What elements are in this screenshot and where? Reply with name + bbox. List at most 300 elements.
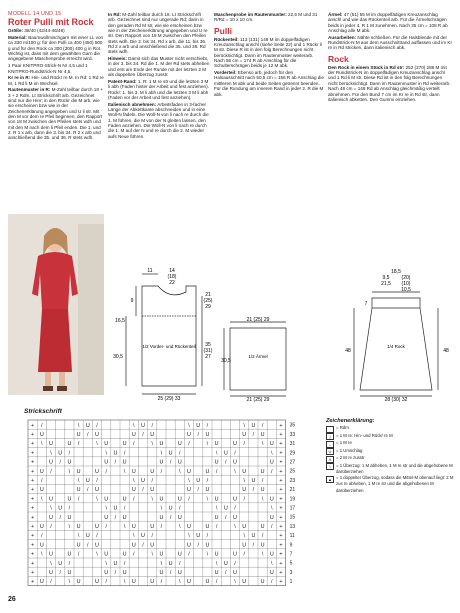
chart-stitch: U xyxy=(269,459,274,466)
chart-stitch: \ xyxy=(77,478,80,484)
chart-stitch: + xyxy=(279,579,283,586)
legend-item: U = 1 Umschlag xyxy=(326,448,456,456)
chart-stitch: U xyxy=(177,570,182,576)
chart-stitch: + xyxy=(31,533,35,540)
chart-stitch: / xyxy=(252,432,255,438)
page-number: 26 xyxy=(8,596,16,603)
chart-stitch: \ xyxy=(261,496,264,503)
column-intro xyxy=(8,12,104,142)
chart-stitch: + xyxy=(31,487,35,494)
chart-stitch: U xyxy=(205,468,210,475)
chart-stitch: U xyxy=(67,441,72,448)
legend-title: Zeichenerklärung: xyxy=(326,418,375,424)
chart-stitch: U xyxy=(76,579,81,586)
chart-stitch: / xyxy=(197,432,199,438)
kr-paragraph: Kr re in R: Hin- und Rückr re M. In Rd: 1 Rd re M, 1 Rd li M im Wechsel. xyxy=(8,75,104,86)
dim-neck: 14 xyxy=(169,268,175,274)
chart-stitch: U xyxy=(242,468,247,475)
chart-stitch: / xyxy=(96,533,98,540)
chart-stitch: / xyxy=(105,579,107,586)
chart-row-number: 9 xyxy=(289,542,293,549)
chart-stitch: U xyxy=(95,579,99,586)
chart-stitch: U xyxy=(159,570,164,576)
chart-stitch: U xyxy=(85,422,90,429)
chart-stitch: / xyxy=(59,459,61,466)
chart-stitch: / xyxy=(206,533,209,540)
chart-stitch: \ xyxy=(151,551,153,558)
chart-stitch: U xyxy=(122,441,127,448)
material-paragraph: Material: Baumwollmischgarn mit einer LL von ca 330 m/100 g: für den Pulli ca 400 (450) 500 g und für den Rock ca 300 (300) 400 g in Rot. Wichtig ist, dass mit dem gewählten Garn die angegebene Maschenprobe erreicht wird. xyxy=(8,35,104,62)
chart-stitch: U xyxy=(131,432,136,438)
chart-stitch: / xyxy=(169,459,172,466)
chart-stitch: + xyxy=(31,542,35,549)
chart-stitch: \ xyxy=(50,450,52,457)
chart-stitch: / xyxy=(77,551,80,558)
chart-stitch: U xyxy=(76,432,81,438)
chart-stitch: U xyxy=(104,551,109,558)
rock-heading: Rock xyxy=(328,53,349,64)
chart-stitch: U xyxy=(150,432,155,438)
chart-stitch: + xyxy=(279,450,283,457)
chart-stitch: U xyxy=(76,487,81,494)
finishing-paragraph: Ausarbeiten: Nähte schließen. Für die Halsblende mit der Rundstrick-N M aus dem Ausschnittrand auffassen und im Kr re in Rd stricken, dann italienisch abk. xyxy=(328,34,453,51)
model-photo xyxy=(8,214,104,395)
chart-stitch: \ xyxy=(243,478,245,484)
chart-stitch: U xyxy=(242,542,247,549)
legend-item: | = 1 M re: Hin- und Rückr re M xyxy=(326,433,456,441)
legend-symbol: | xyxy=(326,433,334,440)
chart-stitch: + xyxy=(279,422,283,429)
chart-stitch: / xyxy=(114,570,117,576)
legend-item: – = 1 M re xyxy=(326,440,456,448)
chart-stitch: \ xyxy=(77,422,80,429)
chart-stitch: + xyxy=(31,450,35,457)
chart-stitch: U xyxy=(58,505,63,512)
legend-item: Λ = 2 M re zusstr xyxy=(326,455,456,463)
chart-stitch: / xyxy=(105,468,107,475)
chart-stitch: / xyxy=(50,579,52,586)
chart-stitch: U xyxy=(39,468,44,475)
chart-stitch: U xyxy=(214,441,219,448)
chart-stitch: / xyxy=(234,450,236,457)
chart-stitch: U xyxy=(131,468,136,475)
chart-stitch: + xyxy=(279,570,283,576)
dim-side-4: 27 xyxy=(205,354,211,360)
chart-stitch: U xyxy=(49,551,53,558)
chart-stitch: U xyxy=(141,533,145,540)
chart-stitch: U xyxy=(260,487,265,494)
chart-stitch: / xyxy=(225,459,227,466)
chart-stitch: / xyxy=(133,551,135,558)
chart-stitch: \ xyxy=(188,478,190,484)
chart-stitch: \ xyxy=(96,551,98,558)
chart-stitch: U xyxy=(214,551,219,558)
chart-stitch: \ xyxy=(179,524,181,530)
chart-stitch: U xyxy=(150,579,155,586)
chart-stitch: U xyxy=(49,459,53,466)
chart-stitch: + xyxy=(279,514,283,521)
legend-symbol: Λ xyxy=(326,456,334,463)
chart-stitch: U xyxy=(122,570,127,576)
column-instructions xyxy=(108,12,210,140)
sleeve-paragraph: Ärmel: 47 (51) 55 M im doppelfädigen Kreuzanschlag anschl und wie das Rückenteil arb. Für die Ärmelschrägen beids in jeder 4. R 1 M zunehmen. Nach 35 cm = 108 R ab Anschlag alle M abk. xyxy=(328,12,448,34)
chart-stitch: U xyxy=(58,560,63,567)
chart-stitch: U xyxy=(131,579,136,586)
chart-stitch: / xyxy=(271,468,273,475)
chart-stitch: + xyxy=(31,551,35,558)
chart-stitch: / xyxy=(160,579,163,586)
chart-stitch: U xyxy=(159,514,164,521)
chart-stitch: \ xyxy=(243,422,245,429)
dim-waist-2: 9,5 xyxy=(382,275,390,281)
chart-stitch: / xyxy=(41,533,43,540)
dim-waist-3: (20) xyxy=(401,275,411,281)
chart-stitch: U xyxy=(177,459,182,466)
chart-stitch: + xyxy=(31,505,35,512)
chart-row-number: 11 xyxy=(289,533,295,540)
dim-left-2: 16,5 xyxy=(115,318,125,324)
chart-row-number: 33 xyxy=(289,431,296,438)
chart-stitch: / xyxy=(234,505,236,512)
chart-stitch: U xyxy=(113,450,118,457)
chart-stitch: + xyxy=(279,533,283,540)
schematic-skirt xyxy=(328,268,456,402)
chart-stitch: / xyxy=(215,468,218,475)
bindoff-paragraph: Italienisch abnehmen: Arbeitsfaden in 3-facher Länge der Abkettkante abschneiden und in eine Woll-N fädeln. Die Woll-N von li nach re durch die 1. M führen, die M von der N gleiten lassen, den Faden anziehen. Die Woll-N von li nach re durch die 1. M auf der N und re durch die 2. M wieder aufs Neue führen. xyxy=(108,101,209,139)
chart-stitch: / xyxy=(188,441,190,448)
chart-stitch: U xyxy=(67,496,72,503)
chart-row-number: 31 xyxy=(289,441,296,448)
chart-stitch: U xyxy=(95,487,99,494)
chart-stitch: + xyxy=(31,478,35,484)
chart-stitch: / xyxy=(77,441,80,448)
chart-row-number: 19 xyxy=(289,496,296,503)
dim-left-1: 9 xyxy=(130,298,134,304)
needles-paragraph: 1 Paar KNITPRO-Strick-N Nr 4,5 und 1 KNITPRO-Rundstrick-N Nr 4,5. xyxy=(8,63,88,74)
chart-stitch: \ xyxy=(96,441,98,448)
chart-stitch: + xyxy=(279,551,283,558)
chart-stitch: + xyxy=(279,468,283,475)
chart-stitch: U xyxy=(95,432,99,438)
chart-stitch: / xyxy=(123,450,126,457)
dim-shoulder: 11 xyxy=(147,268,153,274)
dim-waist-5: (10) xyxy=(401,281,411,287)
chart-stitch: U xyxy=(104,570,109,576)
rock-paragraph: Den Rock in einem Stück in Rd str: 252 (270) 288 M mit der Rundstrick-N im doppelfädigen Kreuzanschlag anschl und 1 Rd li M str. Diese Rd ist in den folg Berechnungen nicht berücksichtigt. Dann im Rautenmuster in Rd weiterarb. Nach 48 cm = 148 Rd ab Anschlag gleichmäßig verteilt abnehmen. Für den Bund 7 cm im Kr re in Rd str, dann italienisch abketten. Den Gummi einziehen. xyxy=(328,64,451,102)
chart-stitch: U xyxy=(67,551,72,558)
dim-sleeve-height: 30,5 xyxy=(221,358,231,364)
chart-stitch: / xyxy=(179,505,181,512)
chart-stitch: \ xyxy=(133,422,135,429)
chart-stitch: U xyxy=(233,441,237,448)
chart-stitch: U xyxy=(168,450,173,457)
chart-stitch: + xyxy=(31,432,35,438)
schematic-sleeve xyxy=(220,316,298,402)
chart-stitch: \ xyxy=(160,505,163,512)
dim-neck-3: 22 xyxy=(169,280,175,286)
chart-stitch: U xyxy=(251,533,256,540)
chart-stitch: \ xyxy=(206,496,209,503)
chart-stitch: / xyxy=(160,468,163,475)
chart-stitch: U xyxy=(67,459,72,466)
chart-stitch: U xyxy=(159,441,164,448)
chart-stitch: \ xyxy=(68,579,71,586)
chart-stitch: U xyxy=(223,560,228,567)
chart-stitch: / xyxy=(77,496,80,503)
legend xyxy=(326,418,456,494)
chart-stitch: \ xyxy=(271,505,273,512)
chart-stitch: U xyxy=(233,459,237,466)
chart-stitch: U xyxy=(187,524,191,530)
chart-stitch: / xyxy=(169,514,172,521)
piece-label-sleeve: 1/2 Ärmel xyxy=(248,354,268,359)
chart-stitch: U xyxy=(177,441,182,448)
chart-stitch: U xyxy=(205,487,210,494)
chart-stitch: U xyxy=(269,570,274,576)
chart-stitch: + xyxy=(31,459,35,466)
chart-stitch: + xyxy=(279,560,283,567)
chart-stitch: U xyxy=(187,579,191,586)
dim-skirt-left: 48 xyxy=(345,348,351,354)
chart-stitch: U xyxy=(131,542,136,549)
chart-stitch: U xyxy=(122,514,127,521)
chart-stitch: U xyxy=(67,514,72,521)
chart-stitch: U xyxy=(260,579,265,586)
chart-stitch: U xyxy=(187,432,191,438)
chart-stitch: / xyxy=(68,560,71,567)
chart-stitch: U xyxy=(187,542,191,549)
dim-sleeve-top: 21 (25) 29 xyxy=(246,317,270,323)
chart-row-number: 3 xyxy=(289,569,293,576)
chart-stitch: / xyxy=(225,570,227,576)
chart-stitch: U xyxy=(242,487,247,494)
chart-stitch: U xyxy=(159,551,164,558)
chart-stitch: U xyxy=(122,459,127,466)
chart-stitch: / xyxy=(179,560,181,567)
piece-label-skirt: 1/4 Rock xyxy=(387,344,405,349)
chart-stitch: / xyxy=(50,468,52,475)
chart-stitch: U xyxy=(113,505,118,512)
chart-stitch: / xyxy=(114,514,117,521)
chart-stitch: \ xyxy=(271,450,273,457)
chart-stitch: \ xyxy=(215,450,218,457)
chart-stitch: U xyxy=(260,542,265,549)
chart-stitch: / xyxy=(188,496,190,503)
chart-stitch: / xyxy=(261,478,264,484)
chart-stitch: / xyxy=(151,533,153,540)
chart-stitch: / xyxy=(142,432,144,438)
chart-stitch: U xyxy=(67,570,72,576)
chart-stitch: / xyxy=(96,422,98,429)
chart-stitch: U xyxy=(214,459,219,466)
pulli-heading: Pulli xyxy=(214,25,232,36)
chart-stitch: / xyxy=(271,524,273,530)
chart-stitch: U xyxy=(122,551,127,558)
chart-stitch: / xyxy=(243,551,245,558)
chart-stitch: / xyxy=(87,432,89,438)
chart-stitch: \ xyxy=(215,505,218,512)
chart-stitch: U xyxy=(131,487,136,494)
size-paragraph: Größe: 38/40 (42/44-46/48) xyxy=(8,28,65,34)
chart-title: Strickschrift xyxy=(24,408,62,415)
chart-stitch: U xyxy=(58,450,63,457)
chart-stitch: \ xyxy=(133,478,135,484)
chart-stitch: U xyxy=(113,560,118,567)
chart-stitch: + xyxy=(31,524,35,530)
legend-symbol: ▲ xyxy=(326,476,334,483)
chart-stitch: \ xyxy=(50,505,52,512)
chart-stitch: U xyxy=(150,487,155,494)
chart-stitch: U xyxy=(104,496,109,503)
chart-stitch: U xyxy=(141,478,145,484)
chart-stitch: U xyxy=(39,487,44,494)
legend-symbol xyxy=(326,426,334,433)
chart-row-number: 13 xyxy=(289,523,296,530)
chart-stitch: U xyxy=(214,570,219,576)
chart-stitch: \ xyxy=(68,468,71,475)
chart-stitch: + xyxy=(279,459,283,466)
chart-stitch: U xyxy=(104,514,109,521)
dim-waist-4: 21,5 xyxy=(381,281,391,287)
chart-stitch: U xyxy=(214,514,219,521)
chart-stitch: / xyxy=(105,524,107,530)
chart-stitch: \ xyxy=(123,524,126,530)
chart-stitch: U xyxy=(233,514,237,521)
chart-stitch: / xyxy=(234,560,236,567)
chart-stitch: / xyxy=(215,579,218,586)
dim-side-2: 35 xyxy=(205,342,211,348)
chart-stitch: / xyxy=(215,524,218,530)
chart-stitch: U xyxy=(242,432,247,438)
chart-stitch: \ xyxy=(123,468,126,475)
chart-stitch: U xyxy=(122,496,127,503)
chart-stitch: + xyxy=(279,496,283,503)
dim-neck-2: (18) xyxy=(167,274,177,280)
dim-waist-6: 10,5 xyxy=(401,287,411,293)
patent-paragraph: Patent-Rand: 1. R: 1 M re str und die letzten 3 M li abh (Faden hinter der Arbeit und fest anziehen). Rückr: 1. bis 3. M li abh und die letzten 3 M li abh (Faden vor der Arbeit und fest anziehen). xyxy=(108,78,209,100)
chart-stitch: / xyxy=(151,478,153,484)
chart-stitch: + xyxy=(279,487,283,494)
chart-stitch: U xyxy=(205,524,210,530)
chart-stitch: / xyxy=(197,487,199,494)
chart-stitch: U xyxy=(177,551,182,558)
chart-stitch: / xyxy=(114,459,117,466)
chart-stitch: / xyxy=(133,496,135,503)
chart-stitch: + xyxy=(279,524,283,530)
chart-stitch: + xyxy=(31,514,35,521)
chart-stitch: U xyxy=(269,551,274,558)
chart-stitch: U xyxy=(187,487,191,494)
chart-stitch: U xyxy=(76,468,81,475)
chart-stitch: / xyxy=(243,441,245,448)
chart-stitch: U xyxy=(205,432,210,438)
chart-stitch: \ xyxy=(243,533,245,540)
legend-symbol: U xyxy=(326,448,334,455)
chart-stitch: / xyxy=(142,542,144,549)
chart-stitch: / xyxy=(252,487,255,494)
chart-stitch: U xyxy=(141,422,145,429)
chart-stitch: / xyxy=(261,533,264,540)
chart-stitch: / xyxy=(142,487,144,494)
chart-stitch: / xyxy=(41,422,43,429)
chart-stitch: / xyxy=(123,560,126,567)
chart-stitch: \ xyxy=(261,441,264,448)
chart-stitch: U xyxy=(49,441,53,448)
chart-stitch: / xyxy=(123,505,126,512)
dim-skirt-right: 48 xyxy=(443,348,449,354)
legend-item: \ = 1 Überzug: 1 M abheben, 1 M re str und die abgehobene M darüberziehen xyxy=(326,463,456,475)
chart-stitch: + xyxy=(31,441,35,448)
back-paragraph: Rückenteil: 113 (131) 149 M im doppelfädigen Kreuzanschlag anschl (siehe Seite 22) und 1 Rückr li M str. Diese R ist in den folg Berechnungen nicht berücksichtigt. Dann im Rautenmuster weiterarb. Nach 56 cm = 174 R ab Anschlag für die Schulterschrägen beids je 12 M abk. xyxy=(214,36,322,69)
chart-stitch: \ xyxy=(151,496,153,503)
page-title: Roter Pulli mit Rock xyxy=(8,17,94,28)
front-paragraph: Vorderteil: Ebenso arb, jedoch für den Halsausschnitt nach 50,5 cm = 156 R ab Anschlag die mittleren M abk und beide Seiten getrennt beenden. Für die Rundung am inneren Rand in jeder 2. R die M abk. xyxy=(214,70,324,97)
chart-stitch: U xyxy=(251,478,256,484)
chart-stitch: U xyxy=(76,542,81,549)
chart-stitch: / xyxy=(68,450,71,457)
chart-row-number: 21 xyxy=(289,487,296,494)
chart-stitch: U xyxy=(242,579,247,586)
chart-stitch: \ xyxy=(96,496,98,503)
dim-band: 7 xyxy=(364,301,368,307)
chart-stitch: \ xyxy=(133,533,135,540)
chart-stitch: U xyxy=(159,459,164,466)
chart-stitch: \ xyxy=(160,560,163,567)
chart-stitch: / xyxy=(160,524,163,530)
chart-stitch: \ xyxy=(234,579,236,586)
chart-stitch: U xyxy=(168,560,173,567)
chart-stitch: U xyxy=(233,551,237,558)
chart-stitch: U xyxy=(233,496,237,503)
chart-stitch: U xyxy=(39,579,44,586)
chart-stitch: U xyxy=(39,542,44,549)
chart-stitch: \ xyxy=(105,505,107,512)
chart-stitch: U xyxy=(49,570,53,576)
chart-stitch: U xyxy=(168,505,173,512)
round-paragraph: In Rd: M-Zahl teilbar durch 18. Lt Strickschrift arb. Gezeichnet sind nur ungerade Rd; darin in den geraden Rd M str, wie sie erscheinen bzw wie in der Zeichenerklärung angegeben und U re str. Den Rapport von 18 M zwischen den Pfeilen stets wdh. Die 3. bis 34. Rd x arb, die 11. bis 36. Rd 2 x arb und anschließend die 35. und 36. Rd stets wdh. xyxy=(108,12,208,55)
chart-stitch: U xyxy=(104,441,109,448)
chart-row-number: 1 xyxy=(289,579,293,586)
column-pulli xyxy=(214,12,324,98)
chart-stitch: + xyxy=(279,432,283,438)
chart-row-number: 7 xyxy=(289,551,293,558)
chart-row-number: 29 xyxy=(289,450,296,457)
dim-right-2: (25) xyxy=(203,298,213,304)
chart-stitch: U xyxy=(251,422,256,429)
chart-stitch: / xyxy=(41,478,43,484)
chart-stitch: U xyxy=(233,570,237,576)
chart-stitch: U xyxy=(95,524,99,530)
chart-stitch: / xyxy=(243,496,245,503)
model-illustration xyxy=(8,214,104,395)
chart-stitch: + xyxy=(31,496,35,503)
chart-stitch: \ xyxy=(179,468,181,475)
chart-stitch: + xyxy=(31,560,35,567)
chart-stitch: / xyxy=(197,542,199,549)
chart-stitch: \ xyxy=(68,524,71,530)
chart-stitch: + xyxy=(31,468,35,475)
chart-stitch: / xyxy=(271,579,273,586)
chart-row-number: 5 xyxy=(289,560,293,567)
chart-stitch: U xyxy=(269,514,274,521)
chart-stitch: + xyxy=(279,478,283,484)
chart-stitch: U xyxy=(131,524,136,530)
chart-stitch: U xyxy=(49,514,53,521)
chart-stitch: \ xyxy=(271,560,273,567)
chart-stitch: / xyxy=(225,514,227,521)
chart-stitch: \ xyxy=(206,441,209,448)
chart-stitch: U xyxy=(104,459,109,466)
